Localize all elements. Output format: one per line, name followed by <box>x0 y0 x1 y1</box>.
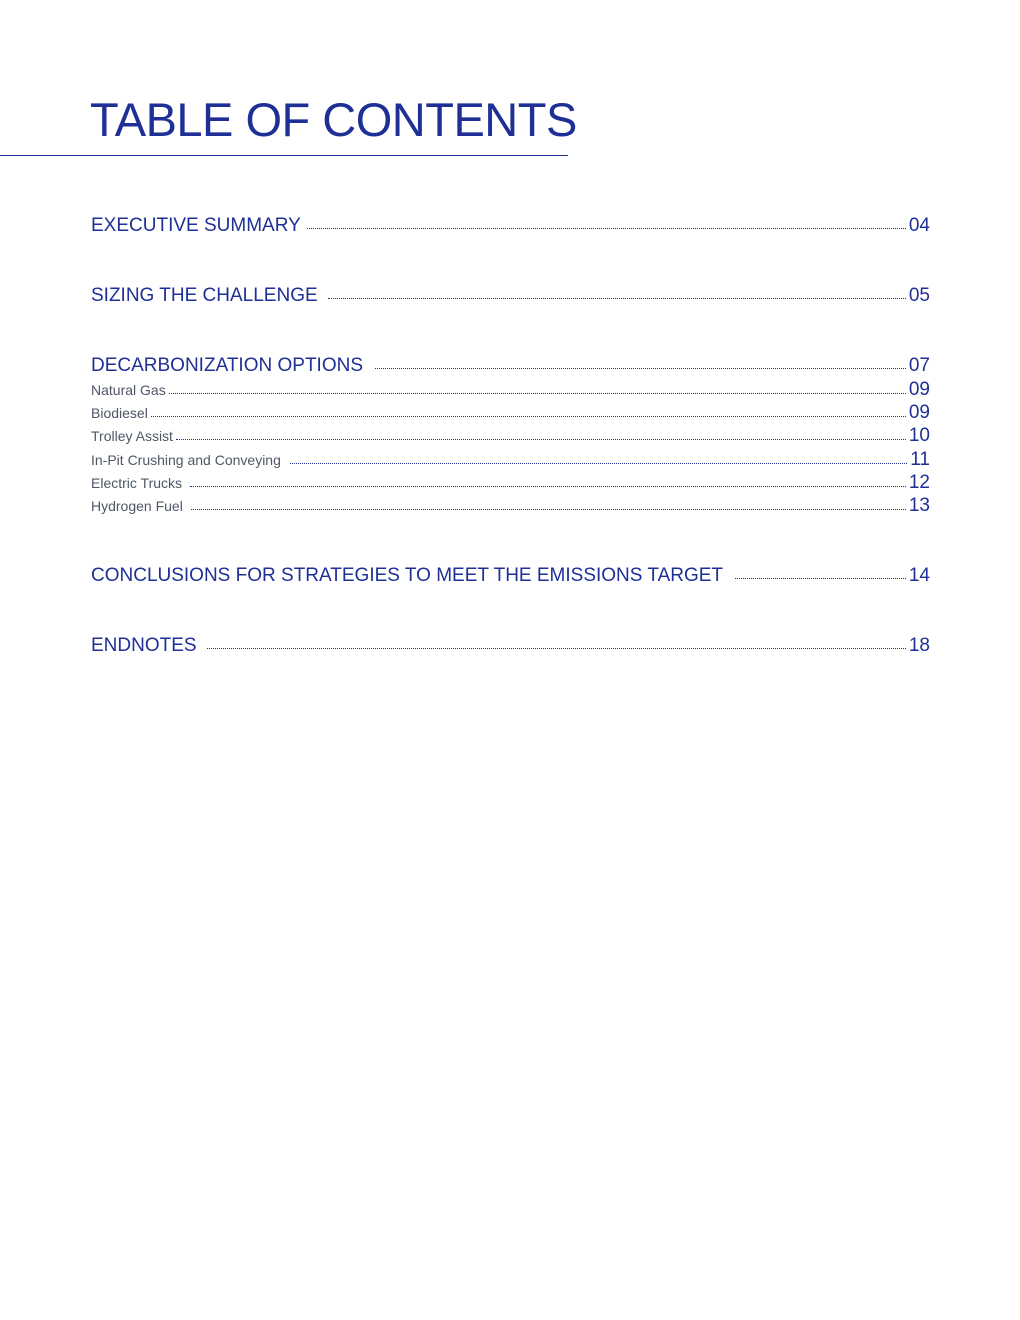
dot-leader <box>151 416 906 417</box>
toc-entry-endnotes[interactable] <box>91 634 930 658</box>
toc-subentry-label: Trolley Assist <box>91 428 173 444</box>
dot-leader <box>176 439 906 440</box>
toc-subentry-page-number: 11 <box>910 449 930 470</box>
toc-entry-page-number: 18 <box>908 635 930 656</box>
toc-subentry-hydrogen-fuel[interactable] <box>91 497 930 515</box>
toc-subentry-electric-trucks[interactable] <box>91 474 930 492</box>
dot-leader <box>207 648 906 649</box>
toc-entry-page-number: 05 <box>908 285 930 306</box>
toc-subentry-trolley-assist[interactable] <box>91 427 930 445</box>
dot-leader <box>290 463 907 464</box>
toc-entry-label: DECARBONIZATION OPTIONS <box>91 355 364 376</box>
dot-leader <box>307 228 906 229</box>
toc-subentry-page-number: 13 <box>908 495 930 516</box>
toc-subentry-page-number: 10 <box>908 425 930 446</box>
toc-subentry-in-pit-crushing-and-conveying[interactable] <box>91 451 930 469</box>
toc-entry-page-number: 07 <box>908 355 930 376</box>
toc-subentry-label: In-Pit Crushing and Conveying <box>91 452 281 468</box>
page-title: TABLE OF CONTENTS <box>90 93 577 146</box>
toc-entry-label: CONCLUSIONS FOR STRATEGIES TO MEET THE EMISSIONS TARGET <box>91 565 724 586</box>
toc-subentry-label: Biodiesel <box>91 405 148 421</box>
toc-entry-conclusions[interactable] <box>91 564 930 588</box>
toc-entry-label: SIZING THE CHALLENGE <box>91 285 318 306</box>
toc-entry-label: EXECUTIVE SUMMARY <box>91 215 301 236</box>
toc-subentry-label: Natural Gas <box>91 382 166 398</box>
toc-entry-page-number: 04 <box>908 215 930 236</box>
toc-subentry-page-number: 09 <box>908 402 930 423</box>
toc-subentry-label: Hydrogen Fuel <box>91 498 183 514</box>
dot-leader <box>191 509 906 510</box>
toc-entry-label: ENDNOTES <box>91 635 197 656</box>
title-underline-divider <box>0 155 568 156</box>
dot-leader <box>375 368 906 369</box>
dot-leader <box>735 578 906 579</box>
toc-entry-sizing-the-challenge[interactable] <box>91 284 930 308</box>
toc-subentry-page-number: 12 <box>908 472 930 493</box>
toc-subentry-label: Electric Trucks <box>91 475 183 491</box>
toc-entry-executive-summary[interactable] <box>91 214 930 238</box>
toc-subentry-page-number: 09 <box>908 379 930 400</box>
dot-leader <box>169 393 906 394</box>
toc-subentry-biodiesel[interactable] <box>91 404 930 422</box>
toc-entry-decarbonization-options[interactable] <box>91 354 930 378</box>
dot-leader <box>328 298 906 299</box>
dot-leader <box>190 486 906 487</box>
toc-entry-page-number: 14 <box>908 565 930 586</box>
toc-subentry-natural-gas[interactable] <box>91 381 930 399</box>
